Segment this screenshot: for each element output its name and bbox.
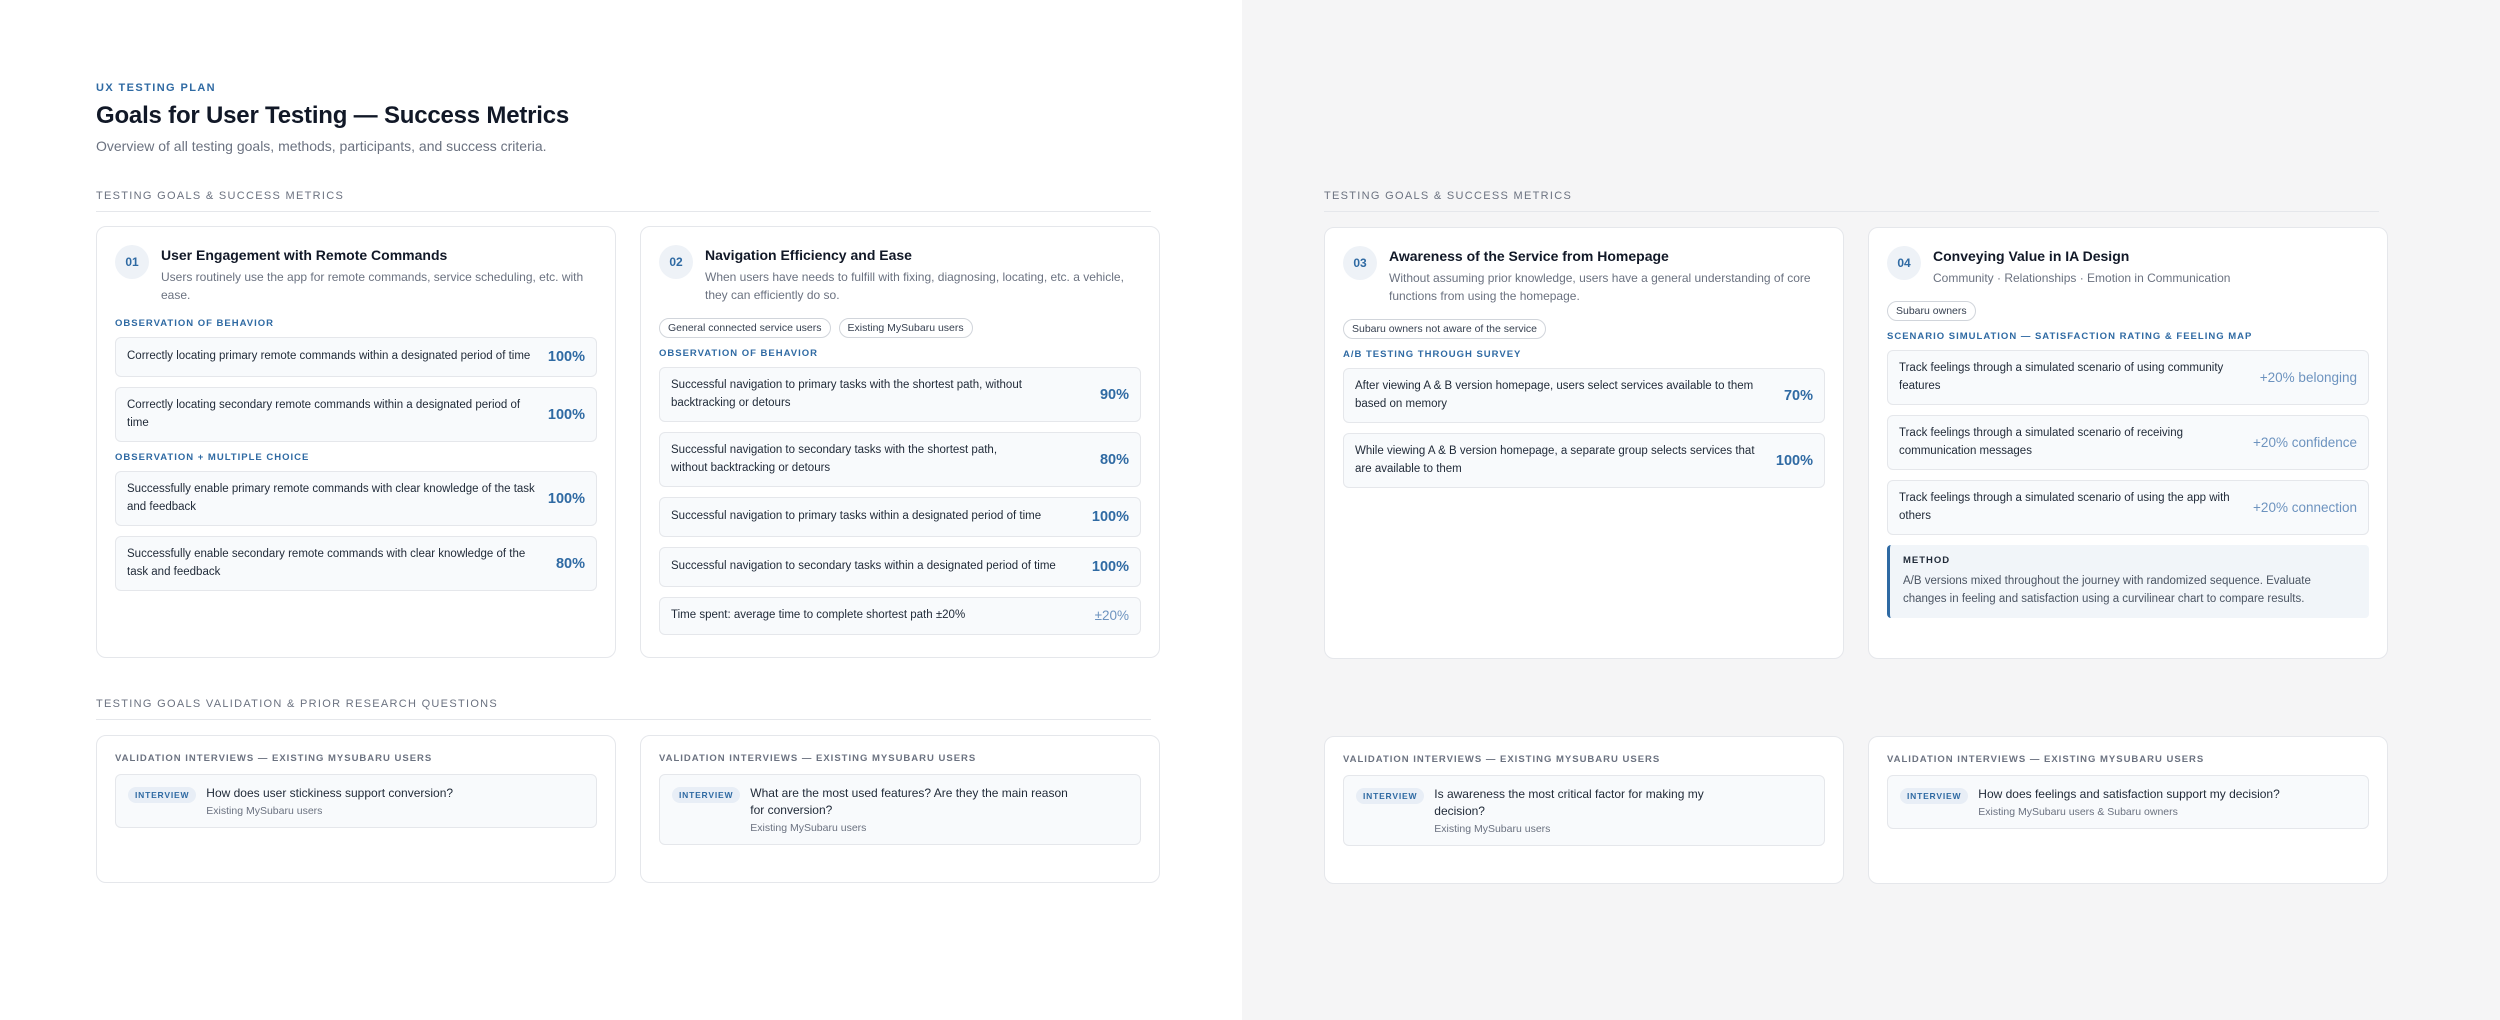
metric-row: [1887, 415, 2369, 470]
goal-number-badge: 04: [1887, 246, 1921, 280]
interview-question: How does user stickiness support conversion?: [206, 786, 454, 800]
metric-value: 100%: [1775, 452, 1813, 469]
validation-label: VALIDATION INTERVIEWS — EXISTING MYSUBARU USERS: [1343, 754, 1661, 765]
goal-description: When users have needs to fulfill with fixing, diagnosing, locating, etc. a vehicle, they can efficiently do so.: [705, 270, 1124, 302]
metric-row: [1343, 433, 1825, 488]
goal-card-03: [1324, 227, 1844, 659]
goal-card-header: [115, 245, 597, 304]
metric-row: [115, 471, 597, 526]
metric-text: Successfully enable secondary remote commands with clear knowledge of the task and feedback: [127, 548, 526, 578]
goal-description: Community · Relationships · Emotion in Communication: [1933, 271, 2231, 285]
goal-title: Conveying Value in IA Design: [1933, 248, 2130, 264]
metric-row: [115, 337, 597, 377]
goal-card-04: [1868, 227, 2388, 659]
goal-number-badge: 03: [1343, 246, 1377, 280]
metric-text: Successfully enable primary remote commands with clear knowledge of the task and feedback: [127, 483, 535, 513]
method-label: OBSERVATION OF BEHAVIOR: [115, 318, 275, 329]
metric-text: Successful navigation to primary tasks with the shortest path, without backtracking or detours: [671, 379, 1022, 409]
metric-value: ±20%: [1094, 608, 1129, 624]
interview-badge: INTERVIEW: [672, 787, 740, 803]
validation-card: [96, 735, 616, 883]
metric-row: [659, 367, 1141, 422]
metric-value: 100%: [1091, 559, 1129, 575]
goal-number-badge: 02: [659, 245, 693, 279]
metric-text: Successful navigation to primary tasks within a designated period of time: [671, 510, 1042, 523]
interview-item: [1343, 775, 1825, 846]
interview-question: What are the most used features? Are they the main reason for conversion?: [750, 786, 1068, 817]
metric-text: Successful navigation to secondary tasks with the shortest path, without backtracking or detours: [671, 444, 998, 474]
interview-question: How does feelings and satisfaction support my decision?: [1978, 787, 2280, 801]
validation-card: [640, 735, 1160, 883]
method-note: [1887, 545, 2369, 618]
metric-value: +20% belonging: [2259, 370, 2357, 385]
metric-value: 100%: [1091, 509, 1129, 525]
metric-text: Correctly locating primary remote commands within a designated period of time: [127, 350, 531, 363]
section-heading-goals-right: TESTING GOALS & SUCCESS METRICS: [1324, 190, 2379, 212]
metric-value: 100%: [547, 406, 585, 423]
section-heading-validation: TESTING GOALS VALIDATION & PRIOR RESEARCH QUESTIONS: [96, 698, 1151, 720]
metric-row: [115, 387, 597, 442]
interview-participants: Existing MySubaru users: [1434, 823, 1551, 835]
goal-title: User Engagement with Remote Commands: [161, 247, 448, 263]
metric-text: Track feelings through a simulated scenario of using community features: [1899, 362, 2224, 392]
participant-tag: General connected service users: [659, 318, 831, 338]
method-note-text: A/B versions mixed throughout the journey with randomized sequence. Evaluate changes in feeling and satisfaction using a curvilinear chart to compare results.: [1903, 575, 2311, 605]
validation-card: [1868, 736, 2388, 884]
interview-participants: Existing MySubaru users: [206, 805, 323, 817]
page-eyebrow: UX TESTING PLAN: [96, 82, 217, 94]
metric-value: +20% connection: [2253, 500, 2357, 515]
participant-tags: [659, 318, 1141, 338]
method-note-label: METHOD: [1903, 555, 1951, 566]
metric-row: [659, 597, 1141, 635]
metric-row: [659, 547, 1141, 587]
goal-description: Without assuming prior knowledge, users have a general understanding of core functions from using the homepage.: [1389, 271, 1811, 303]
validation-label: VALIDATION INTERVIEWS — EXISTING MYSUBARU USERS: [115, 753, 433, 764]
interview-item: [115, 774, 597, 828]
participant-tag: Existing MySubaru users: [839, 318, 973, 338]
participant-tags: [1887, 301, 2369, 321]
metric-text: While viewing A & B version homepage, a separate group selects services that are available to them: [1355, 445, 1755, 475]
metric-value: 90%: [1099, 386, 1129, 403]
interview-item: [1887, 775, 2369, 829]
validation-card: [1324, 736, 1844, 884]
goal-description: Users routinely use the app for remote commands, service scheduling, etc. with ease.: [161, 270, 584, 302]
metric-text: Track feelings through a simulated scenario of receiving communication messages: [1899, 427, 2184, 457]
method-label: A/B TESTING THROUGH SURVEY: [1343, 349, 1522, 360]
validation-label: VALIDATION INTERVIEWS — EXISTING MYSUBARU USERS: [1887, 754, 2205, 765]
interview-badge: INTERVIEW: [128, 787, 196, 803]
metric-value: 80%: [1099, 451, 1129, 468]
metric-value: 70%: [1783, 387, 1813, 404]
metric-row: [1343, 368, 1825, 423]
goal-title: Navigation Efficiency and Ease: [705, 247, 912, 263]
metric-row: [1887, 480, 2369, 535]
metric-row: [659, 432, 1141, 487]
metric-text: Successful navigation to secondary tasks within a designated period of time: [671, 560, 1056, 573]
interview-question: Is awareness the most critical factor for making my decision?: [1434, 787, 1704, 818]
page-subtitle: Overview of all testing goals, methods, participants, and success criteria.: [96, 138, 547, 154]
validation-label: VALIDATION INTERVIEWS — EXISTING MYSUBARU USERS: [659, 753, 977, 764]
participant-tags: [1343, 319, 1825, 339]
section-heading-goals-left: TESTING GOALS & SUCCESS METRICS: [96, 190, 1151, 212]
page-title: Goals for User Testing — Success Metrics: [96, 102, 570, 129]
method-label: SCENARIO SIMULATION — SATISFACTION RATING & FEELING MAP: [1887, 331, 2253, 342]
metric-text: Correctly locating secondary remote commands within a designated period of time: [127, 399, 521, 429]
goal-card-header: [1887, 246, 2369, 287]
interview-badge: INTERVIEW: [1900, 788, 1968, 804]
metric-value: 100%: [547, 490, 585, 507]
goal-card-02: [640, 226, 1160, 658]
method-label: OBSERVATION + MULTIPLE CHOICE: [115, 452, 310, 463]
interview-item: [659, 774, 1141, 845]
interview-participants: Existing MySubaru users: [750, 822, 867, 834]
metric-value: 80%: [555, 555, 585, 572]
metric-text: After viewing A & B version homepage, users select services available to them based on memory: [1355, 380, 1754, 410]
goal-card-header: [1343, 246, 1825, 305]
metric-value: +20% confidence: [2253, 435, 2357, 450]
method-label: OBSERVATION OF BEHAVIOR: [659, 348, 819, 359]
goal-title: Awareness of the Service from Homepage: [1389, 248, 1669, 264]
metric-text: Time spent: average time to complete shortest path ±20%: [671, 609, 966, 621]
metric-row: [659, 497, 1141, 537]
metric-row: [115, 536, 597, 591]
metric-value: 100%: [547, 349, 585, 365]
interview-participants: Existing MySubaru users & Subaru owners: [1978, 806, 2178, 818]
goal-number-badge: 01: [115, 245, 149, 279]
interview-badge: INTERVIEW: [1356, 788, 1424, 804]
goal-card-01: [96, 226, 616, 658]
goal-card-header: [659, 245, 1141, 304]
participant-tag: Subaru owners: [1887, 301, 1976, 321]
metric-text: Track feelings through a simulated scenario of using the app with others: [1899, 492, 2230, 522]
metric-row: [1887, 350, 2369, 405]
participant-tag: Subaru owners not aware of the service: [1343, 319, 1546, 339]
